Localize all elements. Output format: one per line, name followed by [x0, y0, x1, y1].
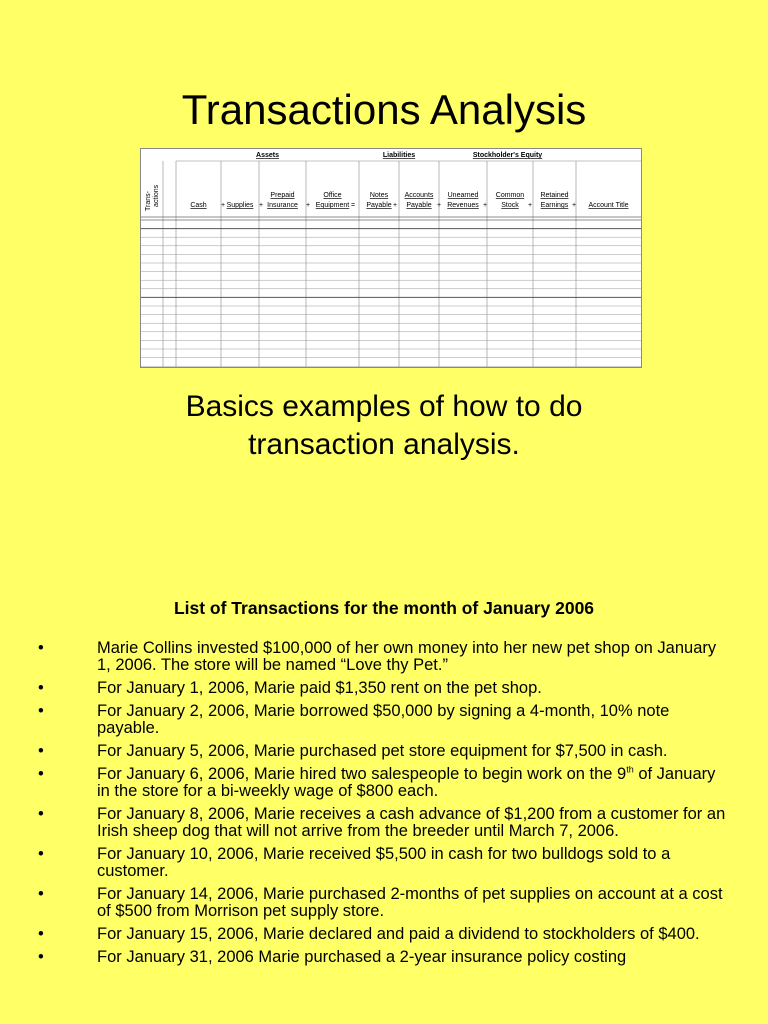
column-header: Stock [501, 202, 519, 209]
operator-sign: + [258, 202, 264, 209]
column-header: Prepaid [270, 192, 295, 199]
list-item: • For January 1, 2006, Marie paid $1,350 rent on the pet shop. [38, 679, 542, 697]
list-item: • For January 10, 2006, Marie received $5,500 in cash for two bulldogs sold to a customer. [38, 845, 671, 880]
liabilities-group-header: Liabilities [382, 152, 416, 159]
column-header: Cash [190, 202, 207, 209]
column-header: Supplies [226, 202, 254, 209]
list-item: • For January 15, 2006, Marie declared and paid a dividend to stockholders of $400. [38, 925, 700, 943]
bullet-icon: • [38, 765, 44, 783]
list-item: • For January 2, 2006, Marie borrowed $50,000 by signing a 4-month, 10% note payable. [38, 702, 670, 737]
transactions-header: actions [153, 184, 160, 207]
bullet-icon: • [38, 845, 44, 863]
column-header: Earnings [540, 202, 569, 209]
bullet-icon: • [38, 742, 44, 760]
column-header: Payable [366, 202, 392, 209]
list-item: • Marie Collins invested $100,000 of her own money into her new pet shop on January 1, 2006. The store will be named “Love thy Pet.” [38, 639, 717, 674]
bullet-icon: • [38, 925, 44, 943]
bullet-icon: • [38, 885, 44, 903]
column-header: Insurance [267, 202, 298, 209]
operator-sign: + [482, 202, 488, 209]
transaction-worksheet [140, 148, 642, 368]
column-header: Account Title [588, 202, 629, 209]
operator-sign: + [392, 202, 398, 209]
subtitle-line-1: Basics examples of how to do [185, 390, 583, 423]
list-item: • For January 6, 2006, Marie hired two salespeople to begin work on the 9th of January in the store for a bi-weekly wage of $800 each. [38, 764, 716, 800]
worksheet-grid [141, 149, 641, 367]
column-header: Office [323, 192, 342, 199]
transactions-list-heading: List of Transactions for the month of January 2006 [173, 598, 595, 618]
bullet-icon: • [38, 679, 44, 697]
operator-sign: + [220, 202, 226, 209]
operator-sign: = [350, 202, 356, 209]
page-title: Transactions Analysis [181, 86, 587, 133]
column-header: Retained [540, 192, 569, 199]
column-header: Equipment [315, 202, 350, 209]
operator-sign: + [436, 202, 442, 209]
list-item: • For January 8, 2006, Marie receives a cash advance of $1,200 from a customer for an Irish sheep dog that will not arrive from the breeder until March 7, 2006. [38, 805, 726, 840]
equity-group-header: Stockholder's Equity [472, 152, 543, 159]
bullet-icon: • [38, 805, 44, 823]
list-item: • For January 14, 2006, Marie purchased 2-months of pet supplies on account at a cost of $500 from Morrison pet supply store. [38, 885, 723, 920]
assets-group-header: Assets [256, 152, 279, 159]
subtitle-line-2: transaction analysis. [248, 428, 520, 461]
transactions-list [0, 640, 768, 972]
transactions-header: Trans- [145, 191, 152, 211]
column-header: Accounts [404, 192, 434, 199]
bullet-icon: • [38, 702, 44, 720]
bullet-icon: • [38, 948, 44, 966]
column-header: Unearned [447, 192, 479, 199]
bullet-icon: • [38, 639, 44, 657]
list-item: • For January 31, 2006 Marie purchased a 2-year insurance policy costing [38, 948, 627, 966]
operator-sign: + [305, 202, 311, 209]
column-header: Revenues [447, 202, 479, 209]
column-header: Notes [369, 192, 389, 199]
subtitle [0, 388, 768, 464]
operator-sign: + [527, 202, 533, 209]
list-item: • For January 5, 2006, Marie purchased pet store equipment for $7,500 in cash. [38, 742, 668, 760]
column-header: Common [495, 192, 525, 199]
operator-sign: + [571, 202, 577, 209]
column-header: Payable [406, 202, 432, 209]
